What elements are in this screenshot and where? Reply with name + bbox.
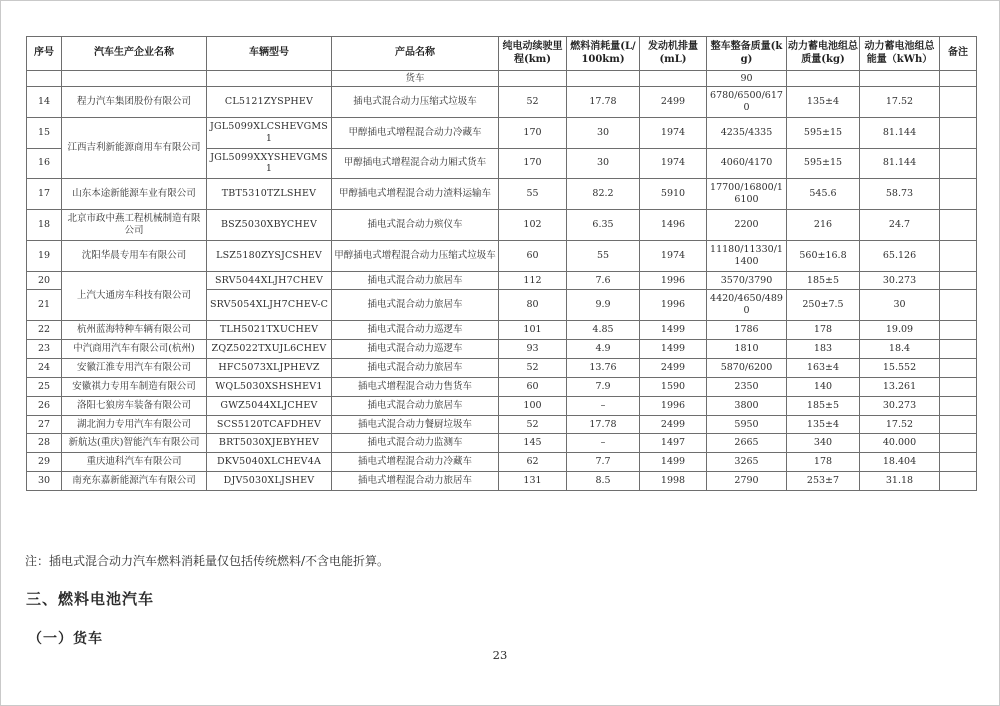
cell-model: HFC5073XLJPHEVZ (207, 358, 332, 377)
cell-mass: 2350 (707, 377, 787, 396)
cell-displacement: 2499 (640, 87, 707, 118)
carryover-cell-0 (27, 71, 62, 87)
cell-mass: 3570/3790 (707, 271, 787, 290)
cell-displacement: 1996 (640, 271, 707, 290)
cell-company: 程力汽车集团股份有限公司 (62, 87, 207, 118)
table-row-30 (27, 472, 977, 491)
cell-battery-energy: 18.4 (860, 340, 940, 359)
cell-no: 14 (27, 87, 62, 118)
column-header-3: 产品名称 (332, 37, 499, 71)
cell-fuel: 7.7 (567, 453, 640, 472)
cell-company: 山东本途新能源车业有限公司 (62, 179, 207, 210)
column-header-9: 动力蓄电池组总能量（kWh） (860, 37, 940, 71)
cell-product: 插电式增程混合动力旅居车 (332, 472, 499, 491)
cell-note (940, 453, 977, 472)
cell-range: 93 (499, 340, 567, 359)
cell-range: 131 (499, 472, 567, 491)
cell-product: 插电式混合动力旅居车 (332, 358, 499, 377)
cell-fuel: 13.76 (567, 358, 640, 377)
column-header-4: 纯电动续驶里程(km) (499, 37, 567, 71)
cell-fuel: 82.2 (567, 179, 640, 210)
cell-no: 21 (27, 290, 62, 321)
table-row-19 (27, 240, 977, 271)
cell-company: 重庆迪科汽车有限公司 (62, 453, 207, 472)
cell-no: 24 (27, 358, 62, 377)
cell-fuel: 30 (567, 148, 640, 179)
cell-range: 52 (499, 87, 567, 118)
cell-model: WQL5030XSHSHEV1 (207, 377, 332, 396)
column-header-7: 整车整备质量(kg) (707, 37, 787, 71)
cell-fuel: 17.78 (567, 415, 640, 434)
cell-mass: 2665 (707, 434, 787, 453)
cell-note (940, 377, 977, 396)
carryover-cell-1 (62, 71, 207, 87)
column-header-5: 燃料消耗量(L/100km) (567, 37, 640, 71)
cell-displacement: 1590 (640, 377, 707, 396)
cell-battery-mass: 183 (787, 340, 860, 359)
table-header-row (27, 37, 977, 71)
cell-model: SRV5044XLJH7CHEV (207, 271, 332, 290)
cell-mass: 5870/6200 (707, 358, 787, 377)
cell-no: 19 (27, 240, 62, 271)
table-row-17 (27, 179, 977, 210)
cell-model: SRV5054XLJH7CHEV-C (207, 290, 332, 321)
carryover-cell-8 (787, 71, 860, 87)
cell-fuel: 9.9 (567, 290, 640, 321)
cell-product: 甲醇插电式增程混合动力冷藏车 (332, 117, 499, 148)
cell-note (940, 396, 977, 415)
subsection-heading: （一）货车 (28, 631, 103, 647)
table-row-18 (27, 210, 977, 241)
cell-displacement: 1974 (640, 240, 707, 271)
cell-fuel: 4.85 (567, 321, 640, 340)
cell-product: 插电式混合动力餐厨垃圾车 (332, 415, 499, 434)
cell-no: 23 (27, 340, 62, 359)
cell-range: 100 (499, 396, 567, 415)
cell-company: 南充东嘉新能源汽车有限公司 (62, 472, 207, 491)
cell-battery-mass: 250±7.5 (787, 290, 860, 321)
cell-mass: 6780/6500/6170 (707, 87, 787, 118)
cell-range: 52 (499, 415, 567, 434)
cell-range: 101 (499, 321, 567, 340)
cell-displacement: 1998 (640, 472, 707, 491)
cell-battery-energy: 40.000 (860, 434, 940, 453)
cell-displacement: 1974 (640, 117, 707, 148)
cell-range: 145 (499, 434, 567, 453)
cell-battery-energy: 18.404 (860, 453, 940, 472)
cell-company: 安徽江淮专用汽车有限公司 (62, 358, 207, 377)
cell-note (940, 321, 977, 340)
cell-note (940, 358, 977, 377)
table-row-29 (27, 453, 977, 472)
carryover-row (27, 71, 977, 87)
cell-fuel: 55 (567, 240, 640, 271)
cell-battery-energy: 81.144 (860, 148, 940, 179)
cell-product: 插电式混合动力旅居车 (332, 396, 499, 415)
cell-displacement: 5910 (640, 179, 707, 210)
table-footnote: 注：插电式混合动力汽车燃料消耗量仅包括传统燃料/不含电能折算。 (25, 554, 390, 568)
cell-note (940, 179, 977, 210)
cell-no: 25 (27, 377, 62, 396)
cell-battery-energy: 13.261 (860, 377, 940, 396)
cell-battery-energy: 24.7 (860, 210, 940, 241)
table-row-14 (27, 87, 977, 118)
cell-note (940, 240, 977, 271)
cell-battery-energy: 15.552 (860, 358, 940, 377)
cell-displacement: 1499 (640, 453, 707, 472)
cell-battery-mass: 560±16.8 (787, 240, 860, 271)
cell-mass: 4060/4170 (707, 148, 787, 179)
cell-note (940, 340, 977, 359)
cell-mass: 17700/16800/16100 (707, 179, 787, 210)
carryover-cell-4 (499, 71, 567, 87)
cell-note (940, 87, 977, 118)
cell-battery-energy: 31.18 (860, 472, 940, 491)
cell-company: 新航达(重庆)智能汽车有限公司 (62, 434, 207, 453)
phev-vehicle-table (26, 36, 977, 491)
cell-displacement: 1996 (640, 396, 707, 415)
cell-displacement: 1974 (640, 148, 707, 179)
cell-fuel: 7.9 (567, 377, 640, 396)
cell-no: 30 (27, 472, 62, 491)
cell-range: 80 (499, 290, 567, 321)
cell-battery-mass: 178 (787, 453, 860, 472)
cell-product: 插电式混合动力殡仪车 (332, 210, 499, 241)
cell-battery-energy: 17.52 (860, 415, 940, 434)
cell-company: 沈阳华晨专用车有限公司 (62, 240, 207, 271)
cell-range: 60 (499, 377, 567, 396)
cell-range: 170 (499, 117, 567, 148)
cell-battery-mass: 340 (787, 434, 860, 453)
cell-company: 江西吉利新能源商用车有限公司 (62, 117, 207, 179)
column-header-10: 备注 (940, 37, 977, 71)
table-row-23 (27, 340, 977, 359)
table-header (27, 37, 977, 71)
cell-product: 插电式混合动力压缩式垃圾车 (332, 87, 499, 118)
table-row-25 (27, 377, 977, 396)
table-row-22 (27, 321, 977, 340)
cell-model: CL5121ZYSPHEV (207, 87, 332, 118)
cell-no: 17 (27, 179, 62, 210)
table-row-27 (27, 415, 977, 434)
cell-company: 安徽祺力专用车制造有限公司 (62, 377, 207, 396)
cell-battery-mass: 135±4 (787, 87, 860, 118)
cell-range: 102 (499, 210, 567, 241)
column-header-8: 动力蓄电池组总质量(kg) (787, 37, 860, 71)
cell-battery-energy: 81.144 (860, 117, 940, 148)
carryover-cell-6 (640, 71, 707, 87)
cell-model: DKV5040XLCHEV4A (207, 453, 332, 472)
cell-battery-energy: 30 (860, 290, 940, 321)
cell-product: 插电式混合动力旅居车 (332, 271, 499, 290)
carryover-cell-5 (567, 71, 640, 87)
cell-product: 插电式混合动力巡逻车 (332, 321, 499, 340)
cell-note (940, 148, 977, 179)
cell-battery-energy: 17.52 (860, 87, 940, 118)
cell-model: JGL5099XXYSHEVGMS1 (207, 148, 332, 179)
cell-battery-mass: 178 (787, 321, 860, 340)
column-header-2: 车辆型号 (207, 37, 332, 71)
table-row-26 (27, 396, 977, 415)
cell-fuel: 30 (567, 117, 640, 148)
cell-range: 60 (499, 240, 567, 271)
cell-no: 15 (27, 117, 62, 148)
cell-mass: 1810 (707, 340, 787, 359)
cell-no: 16 (27, 148, 62, 179)
cell-mass: 4235/4335 (707, 117, 787, 148)
cell-note (940, 117, 977, 148)
cell-model: TLH5021TXUCHEV (207, 321, 332, 340)
cell-mass: 1786 (707, 321, 787, 340)
cell-model: GWZ5044XLJCHEV (207, 396, 332, 415)
cell-product: 甲醇插电式增程混合动力渣料运输车 (332, 179, 499, 210)
page-number: 23 (492, 648, 508, 662)
cell-product: 插电式混合动力巡逻车 (332, 340, 499, 359)
cell-battery-mass: 595±15 (787, 148, 860, 179)
cell-no: 29 (27, 453, 62, 472)
carryover-cell-2 (207, 71, 332, 87)
cell-product: 甲醇插电式增程混合动力厢式货车 (332, 148, 499, 179)
cell-battery-mass: 135±4 (787, 415, 860, 434)
cell-range: 52 (499, 358, 567, 377)
cell-fuel: – (567, 396, 640, 415)
carryover-cell-9 (860, 71, 940, 87)
cell-displacement: 2499 (640, 358, 707, 377)
cell-range: 62 (499, 453, 567, 472)
cell-company: 洛阳七狼房车装备有限公司 (62, 396, 207, 415)
cell-company: 上汽大通房车科技有限公司 (62, 271, 207, 321)
cell-note (940, 472, 977, 491)
cell-fuel: 17.78 (567, 87, 640, 118)
cell-fuel: 8.5 (567, 472, 640, 491)
cell-battery-energy: 65.126 (860, 240, 940, 271)
cell-note (940, 290, 977, 321)
cell-model: LSZ5180ZYSJCSHEV (207, 240, 332, 271)
cell-battery-energy: 30.273 (860, 396, 940, 415)
cell-mass: 5950 (707, 415, 787, 434)
table-row-20 (27, 271, 977, 290)
cell-no: 26 (27, 396, 62, 415)
cell-battery-mass: 545.6 (787, 179, 860, 210)
cell-product: 甲醇插电式增程混合动力压缩式垃圾车 (332, 240, 499, 271)
cell-battery-mass: 185±5 (787, 396, 860, 415)
cell-fuel: – (567, 434, 640, 453)
cell-product: 插电式增程混合动力售货车 (332, 377, 499, 396)
cell-model: SCS5120TCAFDHEV (207, 415, 332, 434)
cell-displacement: 1497 (640, 434, 707, 453)
carryover-cell-3: 货车 (332, 71, 499, 87)
cell-displacement: 2499 (640, 415, 707, 434)
cell-model: BRT5030XJEBYHEV (207, 434, 332, 453)
cell-note (940, 271, 977, 290)
cell-mass: 2200 (707, 210, 787, 241)
cell-product: 插电式增程混合动力冷藏车 (332, 453, 499, 472)
cell-model: ZQZ5022TXUJL6CHEV (207, 340, 332, 359)
cell-displacement: 1499 (640, 321, 707, 340)
cell-mass: 2790 (707, 472, 787, 491)
cell-displacement: 1499 (640, 340, 707, 359)
cell-no: 28 (27, 434, 62, 453)
table-row-24 (27, 358, 977, 377)
cell-model: JGL5099XLCSHEVGMS1 (207, 117, 332, 148)
cell-fuel: 6.35 (567, 210, 640, 241)
cell-no: 18 (27, 210, 62, 241)
column-header-1: 汽车生产企业名称 (62, 37, 207, 71)
cell-battery-mass: 253±7 (787, 472, 860, 491)
cell-battery-mass: 185±5 (787, 271, 860, 290)
cell-battery-energy: 30.273 (860, 271, 940, 290)
cell-company: 中汽商用汽车有限公司(杭州) (62, 340, 207, 359)
cell-battery-mass: 216 (787, 210, 860, 241)
table-row-28 (27, 434, 977, 453)
carryover-cell-10 (940, 71, 977, 87)
cell-no: 27 (27, 415, 62, 434)
cell-model: DJV5030XLJSHEV (207, 472, 332, 491)
cell-battery-mass: 163±4 (787, 358, 860, 377)
cell-no: 22 (27, 321, 62, 340)
cell-product: 插电式混合动力监测车 (332, 434, 499, 453)
cell-mass: 3800 (707, 396, 787, 415)
cell-displacement: 1996 (640, 290, 707, 321)
cell-fuel: 4.9 (567, 340, 640, 359)
cell-battery-energy: 19.09 (860, 321, 940, 340)
cell-battery-mass: 595±15 (787, 117, 860, 148)
cell-mass: 11180/11330/11400 (707, 240, 787, 271)
cell-company: 湖北润力专用汽车有限公司 (62, 415, 207, 434)
cell-product: 插电式混合动力旅居车 (332, 290, 499, 321)
cell-model: BSZ5030XBYCHEV (207, 210, 332, 241)
cell-mass: 3265 (707, 453, 787, 472)
cell-company: 北京市政中燕工程机械制造有限公司 (62, 210, 207, 241)
table-row-15 (27, 117, 977, 148)
cell-displacement: 1496 (640, 210, 707, 241)
cell-range: 112 (499, 271, 567, 290)
cell-range: 55 (499, 179, 567, 210)
cell-company: 杭州蓝海特种车辆有限公司 (62, 321, 207, 340)
cell-note (940, 415, 977, 434)
column-header-0: 序号 (27, 37, 62, 71)
cell-note (940, 210, 977, 241)
cell-battery-mass: 140 (787, 377, 860, 396)
cell-note (940, 434, 977, 453)
section-heading: 三、燃料电池汽车 (26, 590, 155, 608)
cell-no: 20 (27, 271, 62, 290)
cell-model: TBT5310TZLSHEV (207, 179, 332, 210)
column-header-6: 发动机排量(mL) (640, 37, 707, 71)
cell-range: 170 (499, 148, 567, 179)
carryover-cell-7: 90 (707, 71, 787, 87)
cell-battery-energy: 58.73 (860, 179, 940, 210)
cell-fuel: 7.6 (567, 271, 640, 290)
cell-mass: 4420/4650/4890 (707, 290, 787, 321)
vehicle-table-body (27, 71, 977, 491)
